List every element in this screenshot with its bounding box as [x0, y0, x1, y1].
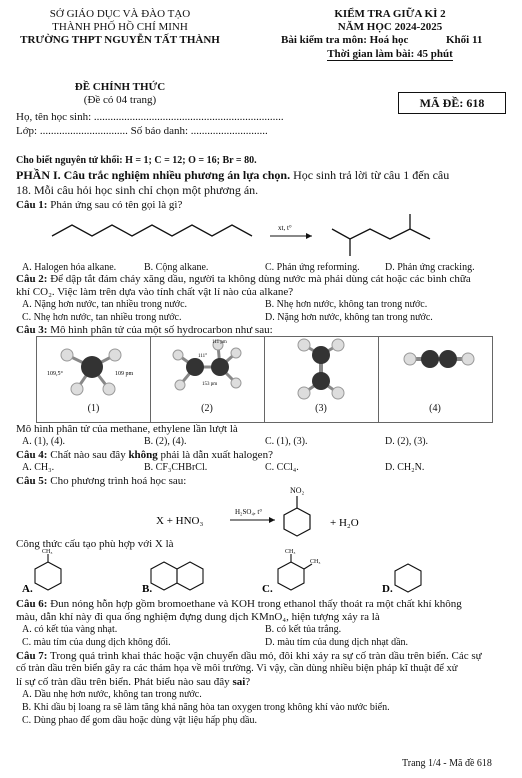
cyclohexane-ring: [395, 564, 421, 592]
exam-code-box: MÃ ĐỀ: 618: [398, 92, 506, 114]
q7-option-a[interactable]: A. Dầu nhẹ hơn nước, không tan trong nước.: [22, 689, 202, 700]
ch3-label-c1: CH₃: [285, 549, 296, 555]
q5-option-c[interactable]: C.: [262, 583, 273, 595]
q5-equation: [140, 482, 390, 540]
q5-options-figure: [18, 548, 508, 596]
q7-line1: Trong quá trình khai thác hoặc vận chuyển dầu mỏ, đôi khi xảy ra sự cố tràn dầu trên biển. Các sự: [50, 650, 482, 662]
q1-number: Câu 1:: [16, 199, 48, 211]
acetylene-model: [378, 337, 492, 407]
q4-stem: [16, 449, 273, 462]
q7-line3: [16, 676, 250, 689]
model-label-3: (3): [315, 403, 327, 414]
q4-pre: Chất nào sau đây: [50, 449, 126, 461]
q7-stem: [16, 650, 482, 663]
model-cell-3: [264, 337, 379, 422]
naphthalene-ring1: [151, 562, 177, 590]
svg-text:153 pm: 153 pm: [202, 382, 218, 387]
atomic-mass-note: Cho biết nguyên tử khối: H = 1; C = 12; O = 16; Br = 80.: [16, 155, 257, 166]
q3-stem: [16, 324, 273, 337]
part1-title: PHẦN I. Câu trắc nghiệm nhiều phương án lựa chọn.: [16, 168, 291, 182]
q7-line2: cố tràn dầu trên biển gây ra các thảm họa về môi trường. Vì vậy, cần dùng nhiều biện pháp kĩ thuật để xử: [16, 663, 458, 674]
naphthalene-ring2: [177, 562, 203, 590]
q1-option-c[interactable]: C. Phản ứng reforming.: [265, 262, 360, 273]
q3-option-d[interactable]: D. (2), (3).: [385, 436, 429, 447]
q5-arrow-head-icon: [269, 517, 275, 523]
page-count: (Đề có 04 trang): [83, 94, 157, 106]
ethane-model: [150, 337, 264, 407]
school-year: NĂM HỌC 2024-2025: [337, 21, 443, 33]
q3-option-c[interactable]: C. (1), (3).: [265, 436, 308, 447]
class-number-field[interactable]: Lớp: ................................ Số báo danh: ............................: [16, 125, 268, 137]
q2-number: Câu 2:: [16, 273, 48, 285]
model-cell-2: [150, 337, 265, 422]
exam-time-text: Thời gian làm bài: 45 phút: [327, 48, 453, 60]
model-cell-1: [37, 337, 151, 422]
svg-text:109,5°: 109,5°: [47, 371, 63, 377]
q5-option-a[interactable]: A.: [22, 583, 33, 595]
q3-text: Mô hình phân tử của một số hydrocarbon như sau:: [50, 324, 273, 336]
arrow-head-icon: [306, 233, 312, 239]
q4-number: Câu 4:: [16, 449, 48, 461]
q5-question: Công thức cấu tạo phù hợp với X là: [16, 538, 174, 550]
q6-line1: Đun nóng hỗn hợp gồm bromoethane và KOH trong ethanol thấy thoát ra một chất khí không: [50, 598, 462, 610]
official-label: ĐỀ CHÍNH THỨC: [74, 81, 166, 93]
ch3-label-a: CH₃: [42, 549, 53, 555]
q6-option-a[interactable]: A. có kết tủa vàng nhạt.: [22, 624, 118, 635]
q4-bold: không: [128, 449, 158, 461]
q7-line3-pre: lí sự cố tràn dầu trên biển. Phát biểu nào sau đây: [16, 676, 230, 688]
q6-line2: màu, dẫn khí này đi qua ống nghiệm đựng dung dịch KMnO₄, hiện tượng xảy ra là: [16, 611, 380, 623]
model-cell-4: [378, 337, 492, 422]
part1-desc2: 18. Mỗi câu hỏi học sinh chỉ chọn một phương án.: [16, 183, 259, 197]
no2-label: NO₂: [290, 486, 305, 495]
page-footer: Trang 1/4 - Mã đề 618: [402, 758, 492, 769]
q6-option-c[interactable]: C. màu tím của dung dịch không đổi.: [22, 637, 171, 648]
q4-option-c[interactable]: C. CCl₄.: [265, 462, 299, 473]
q1-option-a[interactable]: A. Halogen hóa alkane.: [22, 262, 117, 273]
q4-option-b[interactable]: B. CF₃CHBrCl.: [144, 462, 208, 473]
part1-heading: [16, 168, 449, 183]
q1-text: Phản ứng sau có tên gọi là gì?: [50, 199, 183, 211]
q6-option-b[interactable]: B. có kết tủa trắng.: [265, 624, 342, 635]
ch3-label-c2: CH₃: [310, 559, 321, 565]
q7-option-c[interactable]: C. Dùng phao để gom dầu hoặc dùng vật liệu hấp phụ dầu.: [22, 715, 257, 726]
isooctane-chain: [332, 229, 430, 239]
q5-condition: H₂SO₄, t°: [235, 508, 263, 516]
q3-question: Mô hình phân tử của methane, ethylene lần lượt là: [16, 423, 238, 435]
q2-option-d[interactable]: D. Nặng hơn nước, không tan trong nước.: [265, 312, 433, 323]
q2-line2: khí CO₂. Việc làm trên dựa vào tính chất vật lí nào của alkane?: [16, 286, 294, 298]
student-name-field[interactable]: Họ, tên học sinh: .....................................................................: [16, 111, 284, 123]
q7-number: Câu 7:: [16, 650, 48, 662]
svg-text:111°: 111°: [198, 354, 208, 359]
school-name: TRƯỜNG THPT NGUYỄN TẤT THÀNH: [20, 34, 220, 46]
q4-post: phải là dẫn xuất halogen?: [160, 449, 273, 461]
model-label-2: (2): [201, 403, 213, 414]
q6-option-d[interactable]: D. màu tím của dung dịch nhạt dần.: [265, 637, 409, 648]
q6-number: Câu 6:: [16, 598, 48, 610]
q1-condition: xt, t°: [278, 224, 292, 232]
part1-desc: Học sinh trả lời từ câu 1 đến câu: [293, 168, 450, 182]
q3-option-a[interactable]: A. (1), (4).: [22, 436, 66, 447]
q6-stem: [16, 598, 462, 611]
molecule-models-table: [36, 336, 493, 423]
q1-option-d[interactable]: D. Phản ứng cracking.: [385, 262, 475, 273]
q2-option-c[interactable]: C. Nhẹ hơn nước, tan nhiều trong nước.: [22, 312, 182, 323]
dept-line2: THÀNH PHỐ HỒ CHÍ MINH: [52, 21, 188, 33]
q5-products: + H₂O: [330, 517, 359, 529]
q5-number: Câu 5:: [16, 475, 48, 487]
q5-option-b[interactable]: B.: [142, 583, 153, 595]
q1-stem: [16, 199, 182, 212]
q4-option-d[interactable]: D. CH₂N.: [385, 462, 425, 473]
q7-line3-bold: sai: [232, 676, 246, 688]
model-label-4: (4): [429, 403, 441, 414]
q5-text: Cho phương trình hoá học sau:: [50, 475, 187, 487]
xylene-ring: [278, 562, 304, 590]
q2-stem: [16, 273, 471, 286]
nitrobenzene-ring: [284, 508, 310, 536]
q3-number: Câu 3:: [16, 324, 48, 336]
exam-title: KIỂM TRA GIỮA KÌ 2: [334, 8, 446, 20]
q4-option-a[interactable]: A. CH₃.: [22, 462, 55, 473]
ethylene-model: [264, 337, 378, 407]
dept-line1: SỞ GIÁO DỤC VÀ ĐÀO TẠO: [49, 8, 191, 20]
q2-option-a[interactable]: A. Nặng hơn nước, tan nhiều trong nước.: [22, 299, 188, 310]
exam-time: [290, 48, 490, 60]
methane-model: [37, 337, 150, 407]
q2-option-b[interactable]: B. Nhẹ hơn nước, không tan trong nước.: [265, 299, 428, 310]
q1-reaction-figure: [20, 212, 510, 262]
svg-text:111 pm: 111 pm: [212, 340, 227, 345]
q7-line3-post: ?: [245, 676, 251, 688]
model-label-1: (1): [87, 403, 100, 414]
q5-option-d[interactable]: D.: [382, 583, 393, 595]
svg-text:109 pm: 109 pm: [115, 371, 134, 377]
q7-option-b[interactable]: B. Khi dầu bị loang ra sẽ làm tăng khả năng hòa tan oxygen trong không khí vào nước biển.: [22, 702, 390, 713]
q5-reactants: X + HNO₃: [156, 515, 204, 527]
toluene-ring: [35, 562, 61, 590]
q3-option-b[interactable]: B. (2), (4).: [144, 436, 187, 447]
q2-line1: Để dập tắt đám cháy xăng dầu, người ta không dùng nước mà phải dùng cát hoặc các bình chữa: [50, 273, 471, 285]
subject: Bài kiểm tra môn: Hoá học: [281, 34, 409, 46]
octane-skeleton: [52, 225, 252, 236]
grade: Khối 11: [446, 34, 483, 46]
q1-option-b[interactable]: B. Cộng alkane.: [144, 262, 209, 273]
